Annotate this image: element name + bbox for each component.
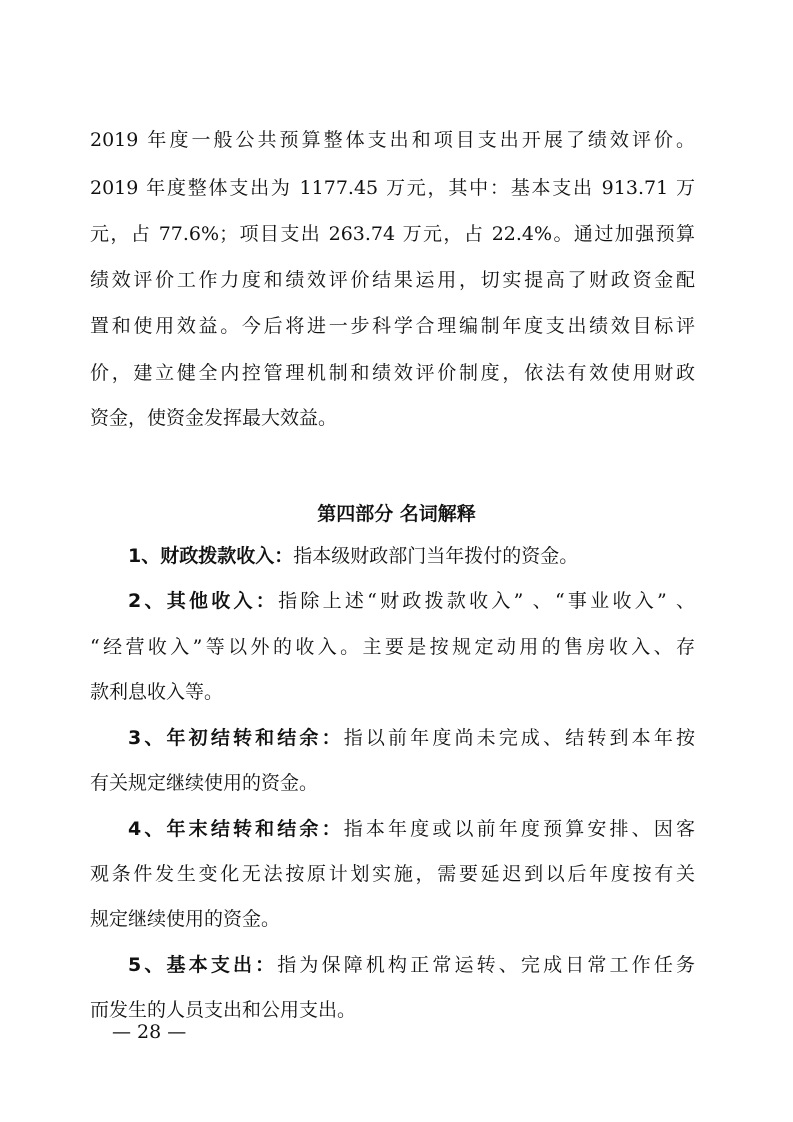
intro-line: 价，建立健全内控管理机制和绩效评价制度，依法有效使用财政 [90,362,695,384]
term-first-line [128,589,695,613]
term-definition: 指本级财政部门当年拨付的资金。 [293,545,579,567]
term-first-line [128,726,695,750]
term-label: 1、财政拨款收入： [128,545,294,567]
term-first-line [128,953,695,977]
term-label: 4、年末结转和结余： [128,818,344,840]
term-definition-line: 有关规定继续使用的资金。 [90,772,319,794]
section-title: 第四部分 名词解释 [317,503,476,525]
term-label: 5、基本支出： [128,954,278,976]
term-definition: 指为保障机构正常运转、完成日常工作任务 [277,954,695,976]
term-definition-line: “经营收入”等以外的收入。主要是按规定动用的售房收入、存 [90,636,695,658]
intro-line: 资金，使资金发挥最大效益。 [90,407,338,429]
term-definition: 指除上述“财政拨款收入” 、“事业收入” 、 [278,590,695,612]
term-definition-line: 而发生的人员支出和公用支出。 [90,999,357,1021]
intro-line: 2019 年度一般公共预算整体支出和项目支出开展了绩效评价。 [90,129,695,151]
term-first-line [128,544,695,568]
intro-line: 绩效评价工作力度和绩效评价结果运用，切实提高了财政资金配 [90,269,695,291]
term-definition: 指本年度或以前年度预算安排、因客 [343,818,695,840]
term-definition-line: 规定继续使用的资金。 [90,908,281,930]
intro-line: 2019 年度整体支出为 1177.45 万元，其中：基本支出 913.71 万 [90,177,695,199]
term-label: 2、其他收入： [128,590,279,612]
intro-line: 置和使用效益。今后将进一步科学合理编制年度支出绩效目标评 [90,315,695,337]
term-first-line [128,817,695,841]
term-definition: 指以前年度尚未完成、结转到本年按 [343,727,695,749]
term-definition-line: 观条件发生变化无法按原计划实施，需要延迟到以后年度按有关 [90,863,695,885]
intro-line: 元，占 77.6%；项目支出 263.74 万元，占 22.4%。通过加强预算 [90,223,695,245]
term-definition-line: 款利息收入等。 [90,681,224,703]
term-label: 3、年初结转和结余： [128,727,344,749]
page-number: — 28 — [112,1021,187,1043]
